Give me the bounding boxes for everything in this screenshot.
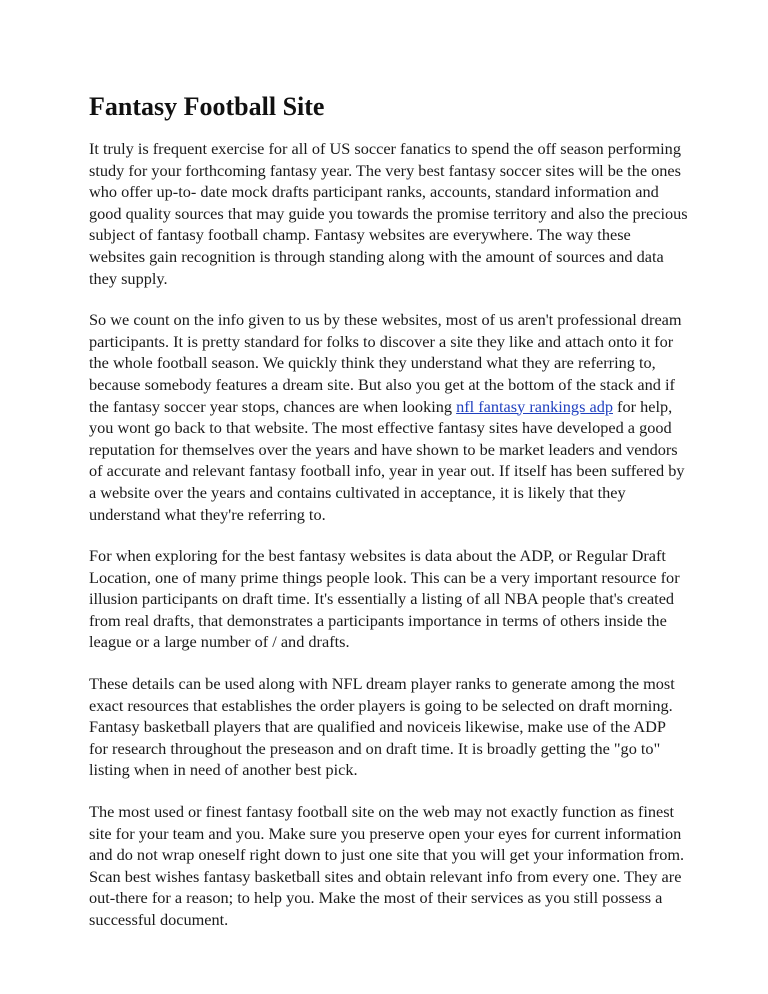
paragraph-3: For when exploring for the best fantasy websites is data about the ADP, or Regular Draft Location, one of many prime things people look. This can be a very important resource for illusion participants on draft time. It's essentially a listing of all NBA people that's created from real drafts, that demonstrates a participants importance in terms of others inside the league or a large number of / and drafts. — [89, 546, 680, 652]
page-title: Fantasy Football Site — [89, 92, 325, 121]
nfl-fantasy-rankings-link[interactable]: nfl fantasy rankings adp — [456, 396, 613, 416]
paragraph-4: These details can be used along with NFL dream player ranks to generate among the most exact resources that establishes the order players is going to be selected on draft morning. Fantasy basketball players that are qualified and noviceis likewise, make use of the ADP for research throughout the preseason and on draft time. It is broadly getting the "go to" listing when in need of another best pick. — [89, 674, 675, 780]
paragraph-5: The most used or finest fantasy football site on the web may not exactly function as finest site for your team and you. Make sure you preserve open your eyes for current information and do not wrap oneself right down to just one site that you will get your information from. Scan best wishes fantasy basketball sites and obtain relevant info from every one. They are out-there for a reason; to help you. Make the most of their services as you still possess a successful document. — [89, 802, 685, 929]
paragraph-2 — [89, 309, 688, 525]
paragraph-2-after-link: for help, you wont go back to that website. The most effective fantasy sites have developed a good reputation for themselves over the years and have shown to be market leaders and vendors of accurate and relevant fantasy football info, year in year out. If itself has been suffered by a website over the years and contains cultivated in acceptance, it is likely that they understand what they're referring to. — [89, 396, 685, 524]
paragraph-2-before-link: So we count on the info given to us by these websites, most of us aren't professional dream participants. It is pretty standard for folks to discover a site they like and attach onto it for the whole football season. We quickly think they understand what they are referring to, because somebody features a dream site. But also you get at the bottom of the stack and if the fantasy soccer year stops, chances are when looking — [89, 310, 682, 416]
paragraph-1: It truly is frequent exercise for all of US soccer fanatics to spend the off season performing study for your forthcoming fantasy year. The very best fantasy soccer sites will be the ones who offer up-to- date mock drafts participant ranks, accounts, standard information and good quality sources that may guide you towards the promise territory and also the precious subject of fantasy football champ. Fantasy websites are everywhere. The way these websites gain recognition is through standing along with the amount of sources and data they supply. — [89, 139, 688, 288]
